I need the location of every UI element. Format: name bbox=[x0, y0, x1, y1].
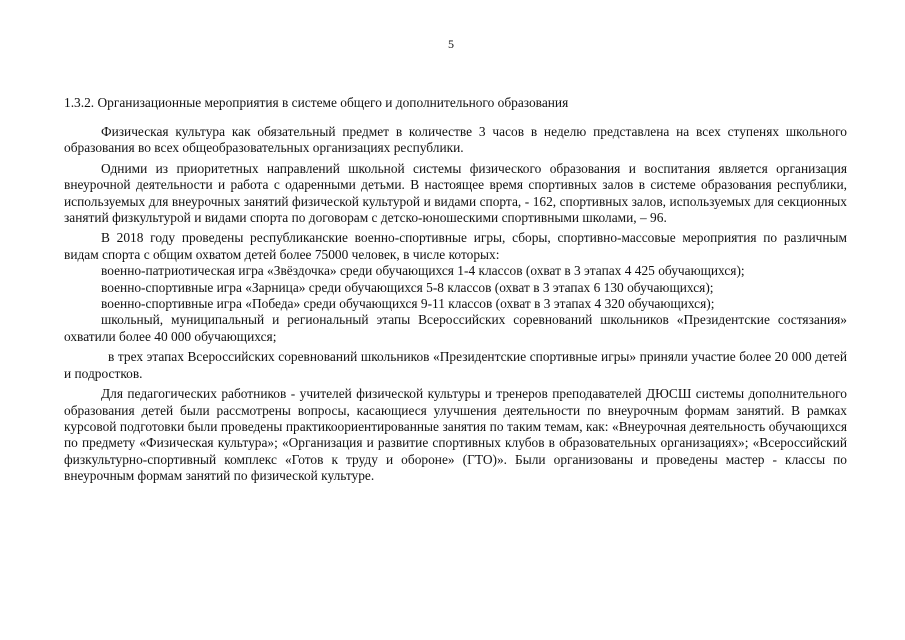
section-heading: 1.3.2. Организационные мероприятия в системе общего и дополнительного образования bbox=[64, 95, 569, 110]
document-body bbox=[64, 124, 847, 485]
paragraph-president-games: в трех этапах Всероссийских соревнований школьников «Президентские спортивные игры» приняли участие более 20 000 детей и подростков. bbox=[64, 349, 847, 381]
paragraph-priorities: Одними из приоритетных направлений школьной системы физического образования и воспитания является организация внеурочной деятельности и работа с одаренными детьми. В настоящее время спортивных залов в системе образования республики, используемых для внеурочных занятий физической культурой и видами спорта, - 162, спортивных залов, используемых для секционных занятий физкультурой и видами спорта по договорам с детско-юношескими спортивными школами, – 96. bbox=[64, 160, 847, 226]
list-item-pobeda: военно-спортивные игра «Победа» среди обучающихся 9-11 классов (охват в 3 этапах 4 320 обучающихся); bbox=[101, 296, 715, 312]
page-number: 5 bbox=[448, 37, 454, 51]
list-item-zarnitsa: военно-спортивные игра «Зарница» среди обучающихся 5-8 классов (охват в 3 этапах 6 130 обучающихся); bbox=[101, 279, 714, 295]
paragraph-president-competitions: школьный, муниципальный и региональный этапы Всероссийских соревнований школьников «Президентские состязания» охватили более 40 000 обучающихся; bbox=[64, 312, 847, 344]
paragraph-2018-events: В 2018 году проведены республиканские военно-спортивные игры, сборы, спортивно-массовые мероприятия по различным видам спорта с общим охватом детей более 75000 человек, в числе которых: bbox=[64, 230, 847, 262]
paragraph-teachers: Для педагогических работников - учителей физической культуры и тренеров преподавателей ДЮСШ системы дополнительного образования детей были рассмотрены вопросы, касающиеся улучшения деятельности по внеурочным формам занятий. В рамках курсовой подготовки были проведены практикоориентированные занятия по таким темам, как: «Внеурочная деятельность обучающихся по предмету «Физическая культура»; «Организация и развитие спортивных клубов в образовательных организациях»; «Всероссийский физкультурно-спортивный комплекс «Готов к труду и обороне» (ГТО)». Были организованы и проведены мастер - классы по внеурочным формам занятий по физической культуре. bbox=[64, 386, 847, 484]
list-item-zvezdochka: военно-патриотическая игра «Звёздочка» среди обучающихся 1-4 классов (охват в 3 этапах 4 425 обучающихся); bbox=[101, 263, 745, 279]
paragraph-physical-culture: Физическая культура как обязательный предмет в количестве 3 часов в неделю представлена на всех ступенях школьного образования во всех общеобразовательных организациях республики. bbox=[64, 124, 847, 156]
